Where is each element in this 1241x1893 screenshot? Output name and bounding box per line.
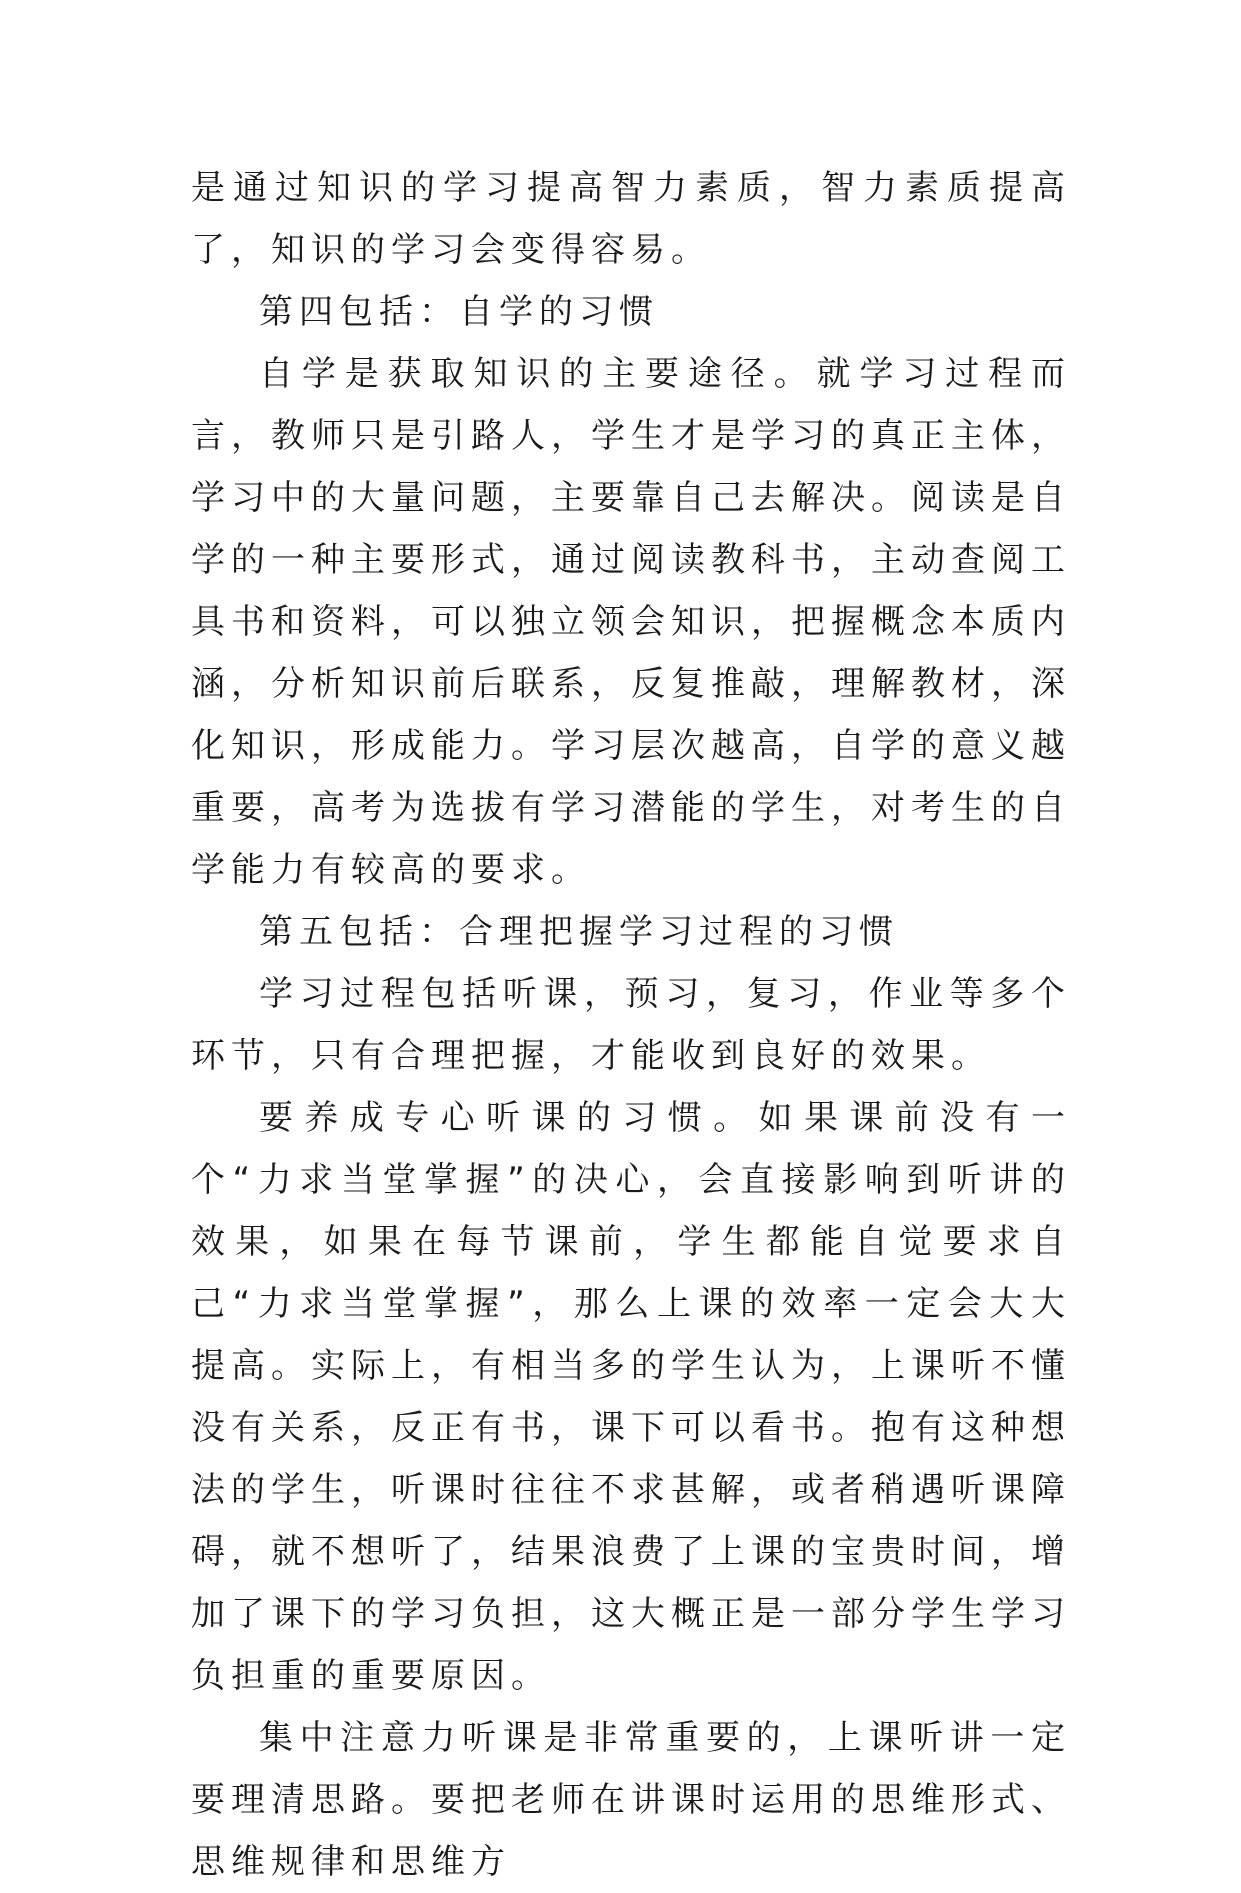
paragraph-attentive-listening: 要养成专心听课的习惯。如果课前没有一个“力求当堂掌握”的决心，会直接影响到听讲的效果，如果在每节课前，学生都能自觉要求自己“力求当堂掌握”，那么上课的效率一定会大大提高。实际上，有相当多的学生认为，上课听不懂没有关系，反正有书，课下可以看书。抱有这种想法的学生，听课时往往不求甚解，或者稍遇听课障碍，就不想听了，结果浪费了上课的宝贵时间，增加了课下的学习负担，这大概正是一部分学生学习负担重的重要原因。 xyxy=(191,1098,1071,1696)
document-body xyxy=(191,157,1071,1893)
paragraph-intelligence-continuation: 是通过知识的学习提高智力素质，智力素质提高了，知识的学习会变得容易。 xyxy=(191,168,1071,270)
heading-fourth-self-study-habit: 第四包括：自学的习惯 xyxy=(259,292,659,332)
paragraph-concentration: 集中注意力听课是非常重要的，上课听讲一定要理清思路。要把老师在讲课时运用的思维形式、思维规律和思维方 xyxy=(191,1718,1071,1882)
paragraph-learning-process: 学习过程包括听课，预习，复习，作业等多个环节，只有合理把握，才能收到良好的效果。 xyxy=(191,974,1071,1076)
paragraph-self-study: 自学是获取知识的主要途径。就学习过程而言，教师只是引路人，学生才是学习的真正主体，学习中的大量问题，主要靠自己去解决。阅读是自学的一种主要形式，通过阅读教科书，主动查阅工具书和资料，可以独立领会知识，把握概念本质内涵，分析知识前后联系，反复推敲，理解教材，深化知识，形成能力。学习层次越高，自学的意义越重要，高考为选拔有学习潜能的学生，对考生的自学能力有较高的要求。 xyxy=(191,354,1071,890)
heading-fifth-learning-process-habit: 第五包括：合理把握学习过程的习惯 xyxy=(259,912,899,952)
